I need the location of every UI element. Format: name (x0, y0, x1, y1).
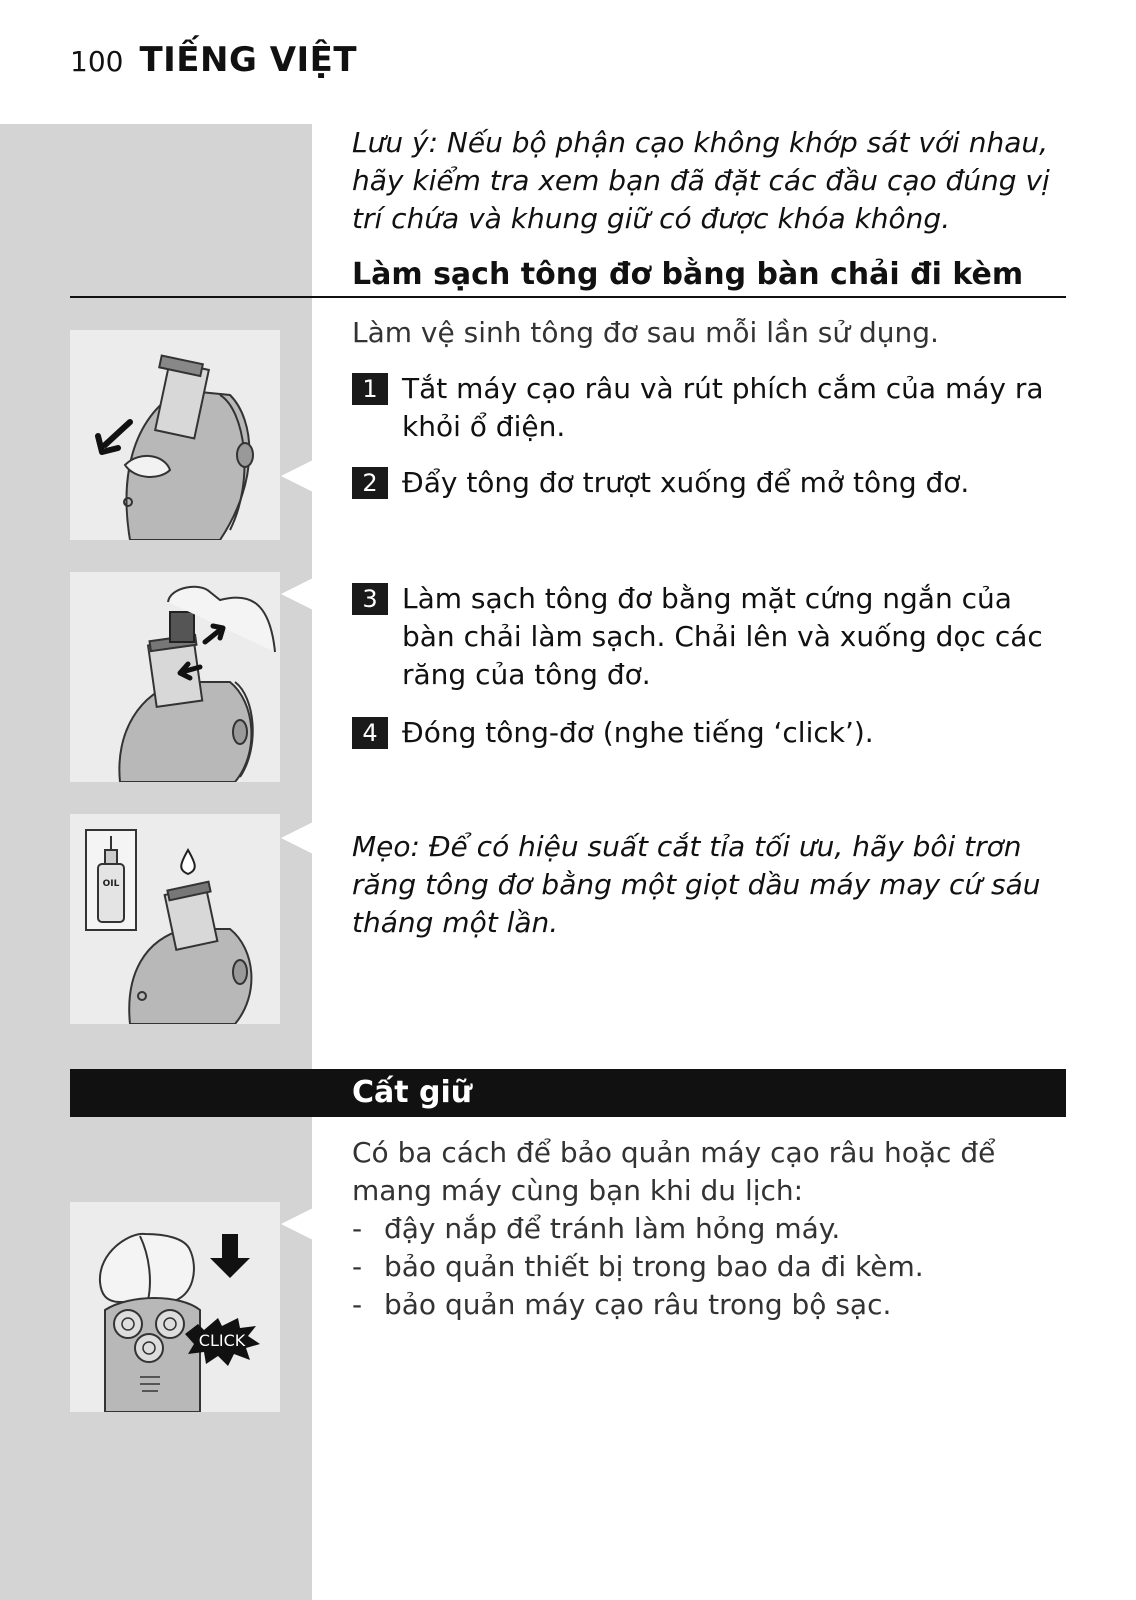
step-text: Làm sạch tông đơ bằng mặt cứng ngắn của bàn chải làm sạch. Chải lên và xuống dọc các răng của tông đơ. (402, 582, 1043, 691)
list-item (352, 1286, 1066, 1324)
step-number: 3 (352, 583, 388, 615)
list-dash: - (352, 1250, 363, 1283)
trimmer-open-figure (70, 330, 280, 540)
list-item-text: bảo quản máy cạo râu trong bộ sạc. (384, 1288, 892, 1321)
oil-figure (70, 814, 280, 1024)
list-dash: - (352, 1212, 363, 1245)
page-header (70, 40, 357, 90)
oil-label: OIL (102, 879, 120, 889)
storage-heading: Cất giữ (352, 1075, 473, 1110)
trimmer-intro: Làm vệ sinh tông đơ sau mỗi lần sử dụng. (352, 316, 939, 349)
brush-cleaning-figure (70, 572, 280, 782)
list-item-text: đậy nắp để tránh làm hỏng máy. (384, 1212, 841, 1245)
list-item (352, 1210, 1066, 1248)
list-item (352, 1248, 1066, 1286)
figure-pointer (281, 1208, 313, 1240)
cap-click-icon (70, 1202, 280, 1412)
note-paragraph: Lưu ý: Nếu bộ phận cạo không khớp sát với nhau, hãy kiểm tra xem bạn đã đặt các đầu cạo đúng vị trí chứa và khung giữ có được khóa không. (352, 126, 1050, 235)
step-number: 4 (352, 717, 388, 749)
figure-pointer (281, 578, 313, 610)
step-text: Đóng tông-đơ (nghe tiếng ‘click’). (402, 716, 874, 749)
trimmer-cleaning-heading: Làm sạch tông đơ bằng bàn chải đi kèm (352, 257, 1024, 292)
heading-rule (70, 296, 1066, 298)
tip-paragraph: Mẹo: Để có hiệu suất cắt tỉa tối ưu, hãy bôi trơn răng tông đơ bằng một giọt dầu máy may cứ sáu tháng một lần. (352, 830, 1041, 939)
step-4 (352, 714, 1066, 752)
click-label: CLICK (198, 1331, 246, 1350)
figure-pointer (281, 460, 313, 492)
storage-intro: Có ba cách để bảo quản máy cạo râu hoặc để mang máy cùng bạn khi du lịch: (352, 1136, 996, 1207)
step-number: 2 (352, 467, 388, 499)
list-dash: - (352, 1288, 363, 1321)
list-item-text: bảo quản thiết bị trong bao da đi kèm. (384, 1250, 924, 1283)
storage-section-bar (70, 1069, 1066, 1117)
oil-drop-icon (70, 814, 280, 1024)
step-text: Tắt máy cạo râu và rút phích cắm của máy ra khỏi ổ điện. (402, 372, 1044, 443)
cap-click-figure (70, 1202, 280, 1412)
page-number: 100 (70, 45, 124, 78)
storage-list (352, 1210, 1066, 1324)
brush-cleaning-icon (70, 572, 280, 782)
trimmer-open-icon (70, 330, 280, 540)
step-text: Đẩy tông đơ trượt xuống để mở tông đơ. (402, 466, 970, 499)
step-1 (352, 370, 1066, 446)
page-language-title: TIẾNG VIỆT (139, 40, 358, 80)
step-2 (352, 464, 1066, 502)
figure-pointer (281, 822, 313, 854)
step-number: 1 (352, 373, 388, 405)
step-3 (352, 580, 1066, 694)
